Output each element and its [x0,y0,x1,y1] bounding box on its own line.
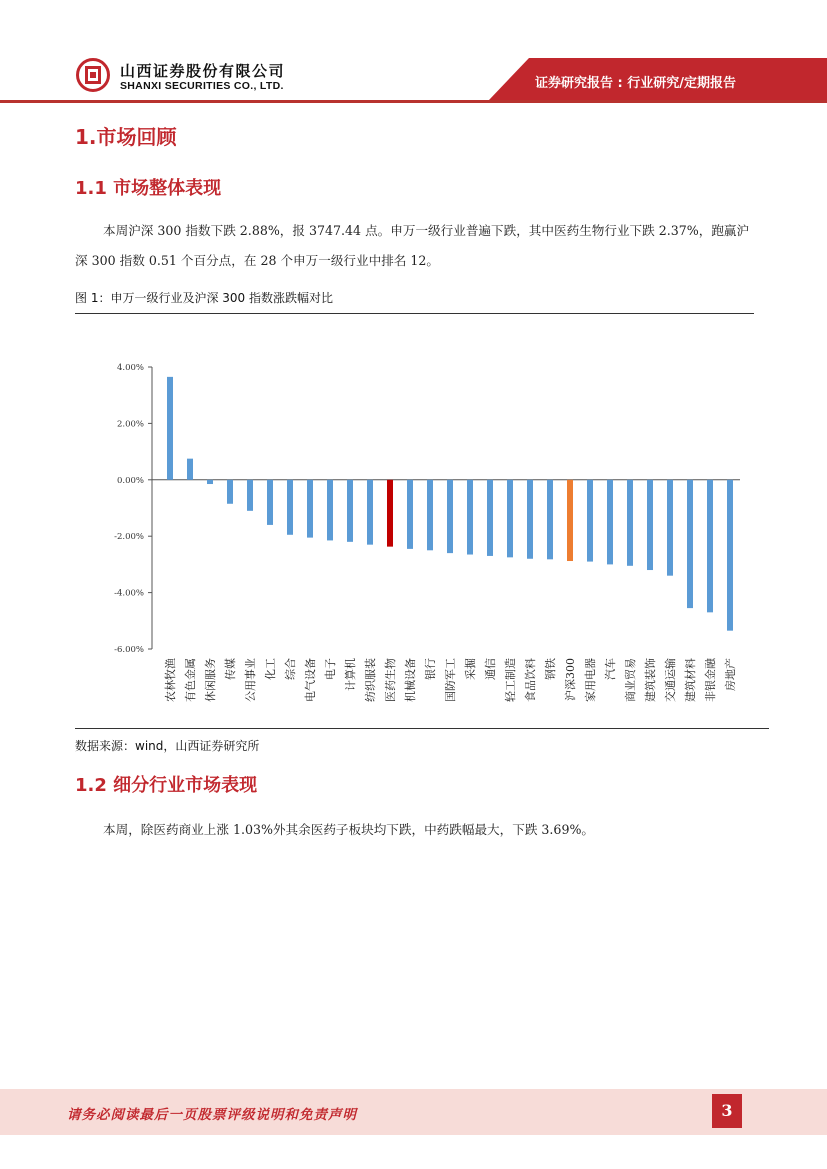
category-label: 电气设备 [304,658,317,702]
bar-26 [667,480,673,576]
bar-15 [447,480,453,553]
bar-16 [467,480,473,555]
category-label: 纺织服装 [364,658,377,702]
figure-source: 数据来源：wind，山西证券研究所 [75,739,260,753]
figure-title: 图 1：申万一级行业及沪深 300 指数涨跌幅对比 [75,291,333,305]
category-label: 家用电器 [584,658,597,702]
bar-9 [327,480,333,541]
category-label: 机械设备 [404,658,417,702]
bar-25 [647,480,653,570]
bar-1 [167,377,173,480]
bar-17 [487,480,493,556]
bar-11 [367,480,373,545]
bar-13 [407,480,413,549]
category-label: 计算机 [344,658,357,691]
header-divider [0,100,827,103]
y-tick-label: -2.00% [114,532,144,543]
bar-22 [587,480,593,562]
category-label: 电子 [324,658,337,680]
page-header [0,0,827,102]
category-label: 传媒 [224,658,237,680]
category-label: 国防军工 [444,658,457,702]
category-label: 建筑装饰 [644,658,657,702]
category-label: 农林牧渔 [164,658,177,702]
bar-29 [727,480,733,631]
category-label: 化工 [264,658,277,680]
figure-bottom-rule [75,728,769,729]
section-title-market-review: 1.市场回顾 [75,125,177,149]
industry-performance-chart [75,320,755,725]
bar-21 [567,480,573,561]
category-label: 非银金融 [704,658,717,702]
y-tick-label: 0.00% [116,475,144,486]
category-label: 汽车 [604,658,617,680]
category-label: 房地产 [724,658,737,691]
footer-disclaimer: 请务必阅读最后一页股票评级说明和免责声明 [67,1107,357,1123]
y-tick-label: 4.00% [116,363,144,373]
bar-28 [707,480,713,613]
figure-top-rule [75,313,754,314]
bar-6 [267,480,273,525]
bar-3 [207,480,213,484]
category-label: 食品饮料 [524,658,537,702]
category-label: 休闲服务 [204,658,217,702]
y-tick-label: 2.00% [116,419,144,430]
category-label: 通信 [484,658,497,680]
bar-12 [387,480,393,547]
category-label: 医药生物 [384,658,397,702]
company-name-en: SHANXI SECURITIES CO., LTD. [120,80,284,92]
bar-18 [507,480,513,558]
section-title-overall-market: 1.1 市场整体表现 [75,178,222,199]
category-label: 商业贸易 [624,658,637,702]
bar-24 [627,480,633,566]
category-label: 沪深300 [564,658,577,701]
sub-industry-paragraph: 本周，除医药商业上涨 1.03%外其余医药子板块均下跌，中药跌幅最大，下跌 3.69%。 [103,822,595,837]
report-type-label: 证券研究报告 : 行业研究/定期报告 [535,76,736,91]
category-label: 钢铁 [544,658,557,680]
page-number: 3 [712,1094,742,1128]
shanxi-securities-logo-icon [76,58,110,92]
category-label: 轻工制造 [504,658,517,702]
bar-7 [287,480,293,535]
bar-19 [527,480,533,559]
category-label: 公用事业 [244,658,257,702]
bar-8 [307,480,313,538]
category-label: 银行 [424,658,437,680]
y-tick-label: -6.00% [114,645,144,655]
bar-23 [607,480,613,565]
bar-10 [347,480,353,542]
bar-2 [187,459,193,480]
category-label: 有色金属 [184,658,197,702]
category-label: 综合 [284,658,297,680]
category-label: 建筑材料 [684,658,697,702]
category-label: 采掘 [464,658,477,680]
bar-4 [227,480,233,504]
bar-20 [547,480,553,560]
overall-market-paragraph: 本周沪深 300 指数下跌 2.88%，报 3747.44 点。申万一级行业普遍下跌，其中医药生物行业下跌 2.37%，跑赢沪深 300 指数 0.51 个百分点，在 28 个申万一级行业中排名 12。 [75,223,750,268]
bar-14 [427,480,433,551]
category-label: 交通运输 [664,658,677,702]
section-title-sub-industry: 1.2 细分行业市场表现 [75,775,258,796]
bar-27 [687,480,693,608]
company-name-cn: 山西证券股份有限公司 [120,62,286,80]
bar-5 [247,480,253,511]
y-tick-label: -4.00% [114,588,144,599]
